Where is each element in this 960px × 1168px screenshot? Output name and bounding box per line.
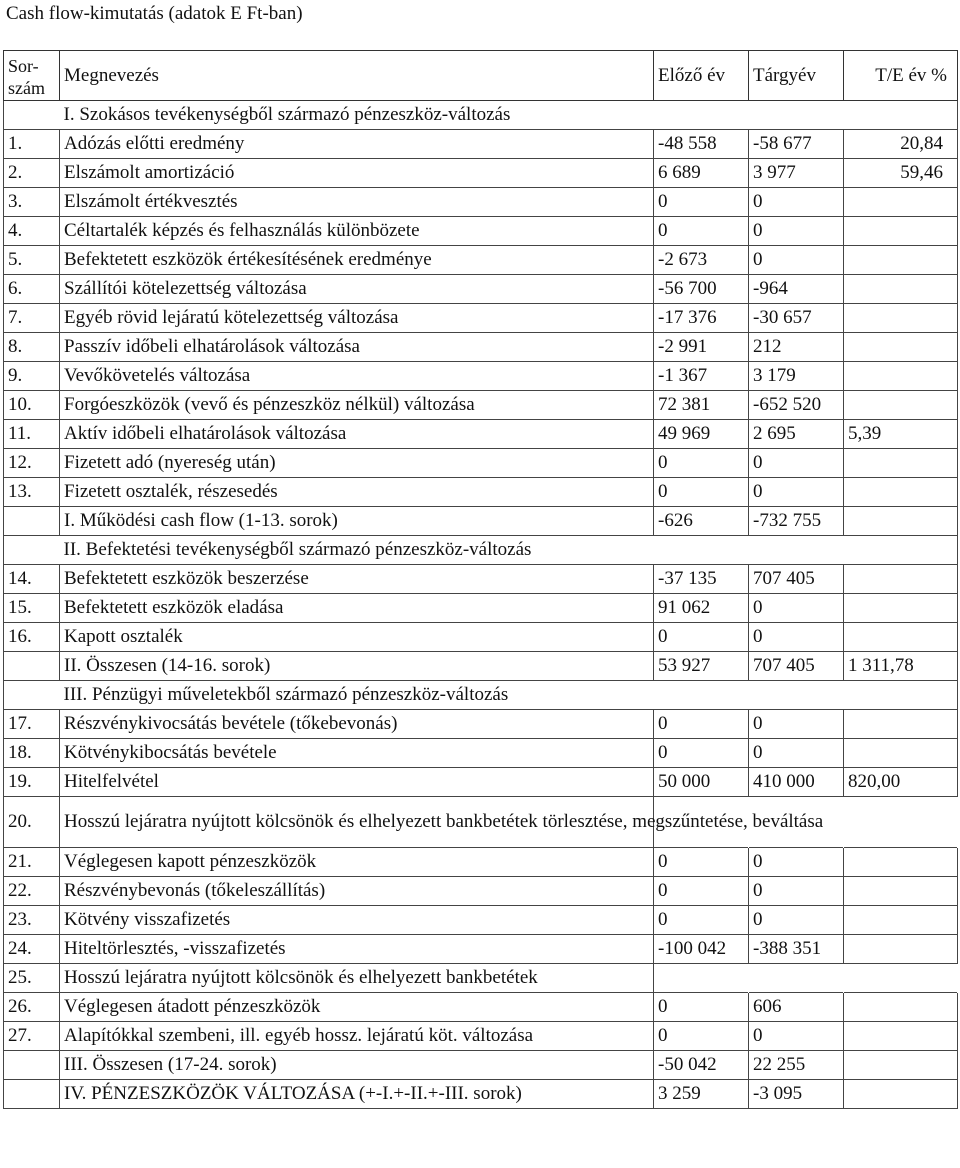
row-label: Befektetett eszközök eladása: [60, 594, 654, 623]
section-row: [4, 536, 958, 565]
ratio-percent: 1 311,78: [844, 652, 958, 681]
prev-year-value: 0: [654, 710, 749, 739]
row-number: 27.: [4, 1022, 60, 1051]
table-row: [4, 159, 958, 188]
current-year-value: 0: [749, 877, 844, 906]
ratio-percent: [844, 275, 958, 304]
row-number: 19.: [4, 768, 60, 797]
table-row: [4, 906, 958, 935]
prev-year-value: -48 558: [654, 130, 749, 159]
subtotal-row: [4, 652, 958, 681]
row-label: Céltartalék képzés és felhasználás különbözete: [60, 217, 654, 246]
ratio-percent: [844, 478, 958, 507]
row-label: Kötvény visszafizetés: [60, 906, 654, 935]
row-label: II. Összesen (14-16. sorok): [60, 652, 654, 681]
row-label: Hiteltörlesztés, -visszafizetés: [60, 935, 654, 964]
ratio-percent: [844, 391, 958, 420]
row-number: 4.: [4, 217, 60, 246]
prev-year-value: 0: [654, 906, 749, 935]
row-number: 2.: [4, 159, 60, 188]
ratio-percent: [844, 507, 958, 536]
table-row: [4, 848, 958, 877]
header-megnevezes: Megnevezés: [60, 51, 654, 101]
current-year-value: 0: [749, 710, 844, 739]
prev-year-value: 0: [654, 1022, 749, 1051]
ratio-percent: [844, 964, 958, 993]
prev-year-value: 0: [654, 188, 749, 217]
current-year-value: -964: [749, 275, 844, 304]
table-row: [4, 877, 958, 906]
row-label: Egyéb rövid lejáratú kötelezettség változása: [60, 304, 654, 333]
ratio-percent: [844, 246, 958, 275]
row-label: Hosszú lejáratra nyújtott kölcsönök és elhelyezett bankbetétek törlesztése, megszűntetése, beváltása: [60, 797, 654, 848]
row-number: 8.: [4, 333, 60, 362]
row-number: 18.: [4, 739, 60, 768]
table-row: [4, 594, 958, 623]
header-te-ev-pct: T/E év %: [844, 51, 958, 101]
table-row: [4, 217, 958, 246]
row-label: Hitelfelvétel: [60, 768, 654, 797]
row-label: Fizetett adó (nyereség után): [60, 449, 654, 478]
current-year-value: 0: [749, 1022, 844, 1051]
ratio-percent: [844, 362, 958, 391]
current-year-value: 410 000: [749, 768, 844, 797]
prev-year-value: -37 135: [654, 565, 749, 594]
table-header-row: [4, 51, 958, 101]
table-row: [4, 739, 958, 768]
current-year-value: 0: [749, 594, 844, 623]
ratio-percent: [844, 797, 958, 848]
row-label: Elszámolt amortizáció: [60, 159, 654, 188]
row-number: [4, 507, 60, 536]
prev-year-value: 91 062: [654, 594, 749, 623]
ratio-percent: [844, 935, 958, 964]
table-row: [4, 993, 958, 1022]
row-label: II. Befektetési tevékenységből származó pénzeszköz-változás: [60, 536, 958, 565]
table-row: [4, 246, 958, 275]
prev-year-value: 50 000: [654, 768, 749, 797]
prev-year-value: -626: [654, 507, 749, 536]
current-year-value: 0: [749, 623, 844, 652]
row-number: 11.: [4, 420, 60, 449]
row-number: 7.: [4, 304, 60, 333]
row-number: 17.: [4, 710, 60, 739]
current-year-value: 3 179: [749, 362, 844, 391]
cash-flow-table: [3, 50, 958, 1109]
current-year-value: 0: [749, 449, 844, 478]
row-label: Fizetett osztalék, részesedés: [60, 478, 654, 507]
ratio-percent: [844, 906, 958, 935]
row-label: III. Összesen (17-24. sorok): [60, 1051, 654, 1080]
section-row: [4, 681, 958, 710]
prev-year-value: -56 700: [654, 275, 749, 304]
table-row: [4, 391, 958, 420]
row-label: Befektetett eszközök beszerzése: [60, 565, 654, 594]
prev-year-value: -2 991: [654, 333, 749, 362]
prev-year-value: -2 673: [654, 246, 749, 275]
row-label: Aktív időbeli elhatárolások változása: [60, 420, 654, 449]
row-number: 26.: [4, 993, 60, 1022]
table-row: [4, 964, 958, 993]
prev-year-value: 3 259: [654, 1080, 749, 1109]
table-row: [4, 565, 958, 594]
row-label: Elszámolt értékvesztés: [60, 188, 654, 217]
current-year-value: 0: [749, 848, 844, 877]
table-row: [4, 797, 958, 848]
table-row: [4, 623, 958, 652]
prev-year-value: 72 381: [654, 391, 749, 420]
row-label: Kötvénykibocsátás bevétele: [60, 739, 654, 768]
current-year-value: 707 405: [749, 565, 844, 594]
row-number: [4, 536, 60, 565]
row-number: 20.: [4, 797, 60, 848]
current-year-value: 0: [749, 478, 844, 507]
current-year-value: 0: [749, 217, 844, 246]
current-year-value: 212: [749, 333, 844, 362]
current-year-value: -732 755: [749, 507, 844, 536]
table-row: [4, 362, 958, 391]
table-row: [4, 130, 958, 159]
row-label: Véglegesen kapott pénzeszközök: [60, 848, 654, 877]
table-row: [4, 478, 958, 507]
prev-year-value: 53 927: [654, 652, 749, 681]
current-year-value: -388 351: [749, 935, 844, 964]
ratio-percent: [844, 594, 958, 623]
row-number: 5.: [4, 246, 60, 275]
row-label: Adózás előtti eredmény: [60, 130, 654, 159]
row-number: [4, 681, 60, 710]
row-label: I. Szokásos tevékenységből származó pénzeszköz-változás: [60, 101, 958, 130]
header-elozo-ev: Előző év: [654, 51, 749, 101]
row-number: [4, 1051, 60, 1080]
current-year-value: 2 695: [749, 420, 844, 449]
header-targyev: Tárgyév: [749, 51, 844, 101]
row-label: I. Működési cash flow (1-13. sorok): [60, 507, 654, 536]
ratio-percent: [844, 1080, 958, 1109]
prev-year-value: 0: [654, 993, 749, 1022]
row-label: Részvénybevonás (tőkeleszállítás): [60, 877, 654, 906]
row-number: [4, 652, 60, 681]
prev-year-value: 0: [654, 478, 749, 507]
row-number: 12.: [4, 449, 60, 478]
row-label: III. Pénzügyi műveletekből származó pénzeszköz-változás: [60, 681, 958, 710]
table-row: [4, 710, 958, 739]
page-title: Cash flow-kimutatás (adatok E Ft-ban): [6, 3, 303, 24]
ratio-percent: [844, 1022, 958, 1051]
ratio-percent: 59,46: [844, 159, 958, 188]
subtotal-row: [4, 1080, 958, 1109]
subtotal-row: [4, 507, 958, 536]
prev-year-value: 0: [654, 623, 749, 652]
table-row: [4, 449, 958, 478]
row-label: IV. PÉNZESZKÖZÖK VÁLTOZÁSA (+-I.+-II.+-III. sorok): [60, 1080, 654, 1109]
current-year-value: 0: [749, 188, 844, 217]
current-year-value: 22 255: [749, 1051, 844, 1080]
ratio-percent: 20,84: [844, 130, 958, 159]
row-label: Véglegesen átadott pénzeszközök: [60, 993, 654, 1022]
row-number: 21.: [4, 848, 60, 877]
row-number: 22.: [4, 877, 60, 906]
prev-year-value: -50 042: [654, 1051, 749, 1080]
prev-year-value: 0: [654, 848, 749, 877]
ratio-percent: [844, 710, 958, 739]
current-year-value: -58 677: [749, 130, 844, 159]
row-number: 15.: [4, 594, 60, 623]
table-row: [4, 420, 958, 449]
ratio-percent: [844, 188, 958, 217]
ratio-percent: [844, 623, 958, 652]
table-row: [4, 275, 958, 304]
ratio-percent: [844, 333, 958, 362]
row-label: Szállítói kötelezettség változása: [60, 275, 654, 304]
prev-year-value: 0: [654, 739, 749, 768]
row-label: Forgóeszközök (vevő és pénzeszköz nélkül) változása: [60, 391, 654, 420]
current-year-value: -652 520: [749, 391, 844, 420]
row-label: Befektetett eszközök értékesítésének eredménye: [60, 246, 654, 275]
row-number: 16.: [4, 623, 60, 652]
current-year-value: 3 977: [749, 159, 844, 188]
ratio-percent: [844, 449, 958, 478]
table-row: [4, 1022, 958, 1051]
ratio-percent: [844, 993, 958, 1022]
current-year-value: -3 095: [749, 1080, 844, 1109]
row-number: 24.: [4, 935, 60, 964]
ratio-percent: [844, 848, 958, 877]
ratio-percent: [844, 304, 958, 333]
current-year-value: 707 405: [749, 652, 844, 681]
table-row: [4, 935, 958, 964]
ratio-percent: 5,39: [844, 420, 958, 449]
ratio-percent: [844, 217, 958, 246]
row-number: [4, 101, 60, 130]
row-label: Passzív időbeli elhatárolások változása: [60, 333, 654, 362]
ratio-percent: [844, 877, 958, 906]
row-number: 1.: [4, 130, 60, 159]
prev-year-value: 6 689: [654, 159, 749, 188]
ratio-percent: 820,00: [844, 768, 958, 797]
row-number: 6.: [4, 275, 60, 304]
row-number: [4, 1080, 60, 1109]
prev-year-value: [654, 964, 749, 993]
prev-year-value: 0: [654, 217, 749, 246]
prev-year-value: -17 376: [654, 304, 749, 333]
row-label: Részvénykivocsátás bevétele (tőkebevonás): [60, 710, 654, 739]
row-label: Kapott osztalék: [60, 623, 654, 652]
table-row: [4, 188, 958, 217]
row-label: Alapítókkal szembeni, ill. egyéb hossz. lejáratú köt. változása: [60, 1022, 654, 1051]
current-year-value: 0: [749, 739, 844, 768]
row-label: Hosszú lejáratra nyújtott kölcsönök és elhelyezett bankbetétek: [60, 964, 654, 993]
ratio-percent: [844, 565, 958, 594]
prev-year-value: 0: [654, 877, 749, 906]
current-year-value: -30 657: [749, 304, 844, 333]
prev-year-value: 0: [654, 449, 749, 478]
row-number: 9.: [4, 362, 60, 391]
row-label: Vevőkövetelés változása: [60, 362, 654, 391]
current-year-value: 0: [749, 246, 844, 275]
row-number: 23.: [4, 906, 60, 935]
table-row: [4, 333, 958, 362]
current-year-value: 606: [749, 993, 844, 1022]
row-number: 14.: [4, 565, 60, 594]
table-row: [4, 768, 958, 797]
current-year-value: 0: [749, 906, 844, 935]
row-number: 13.: [4, 478, 60, 507]
prev-year-value: -1 367: [654, 362, 749, 391]
prev-year-value: -100 042: [654, 935, 749, 964]
ratio-percent: [844, 739, 958, 768]
subtotal-row: [4, 1051, 958, 1080]
section-row: [4, 101, 958, 130]
prev-year-value: 49 969: [654, 420, 749, 449]
row-number: 10.: [4, 391, 60, 420]
table-row: [4, 304, 958, 333]
row-number: 3.: [4, 188, 60, 217]
current-year-value: [749, 964, 844, 993]
ratio-percent: [844, 1051, 958, 1080]
header-sorszam: Sor-szám: [4, 51, 60, 101]
row-number: 25.: [4, 964, 60, 993]
